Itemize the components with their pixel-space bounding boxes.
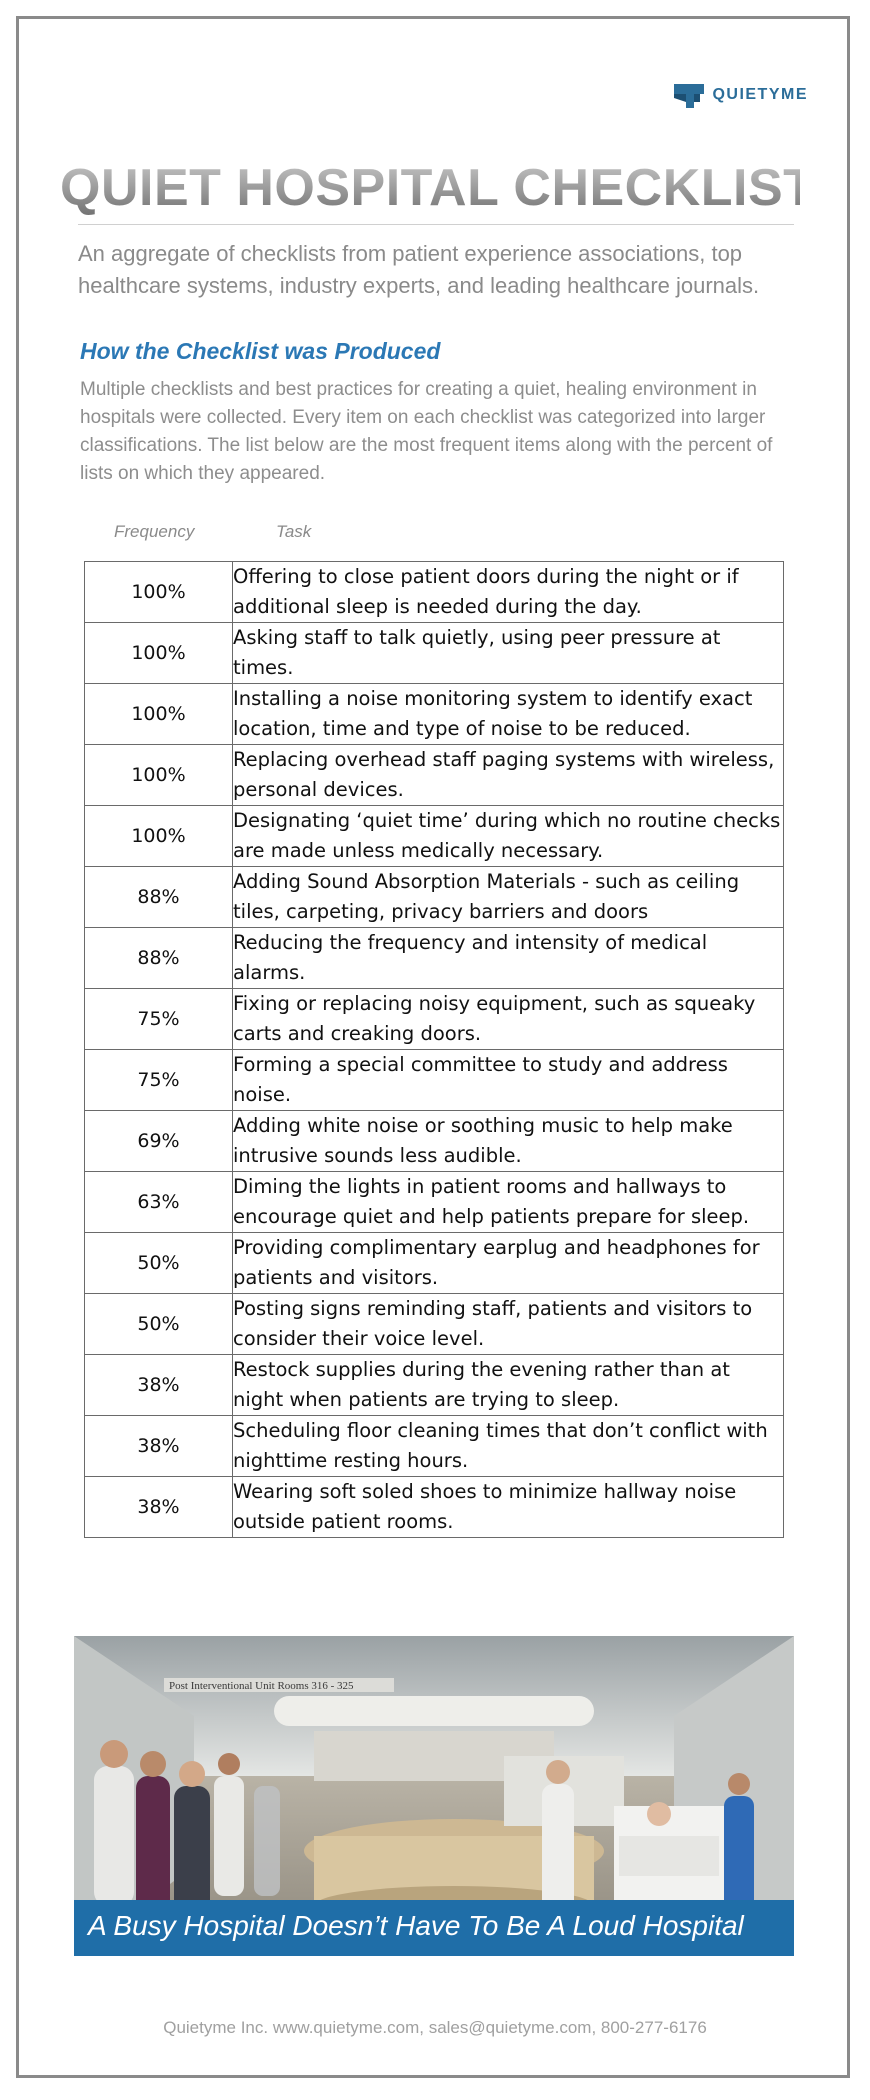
quietyme-logo-icon [672,80,706,110]
task-cell: Offering to close patient doors during the night or if additional sleep is needed during the day. [233,562,784,623]
task-column-header: Task [276,522,312,541]
task-cell: Installing a noise monitoring system to identify exact location, time and type of noise to be reduced. [233,684,784,745]
hospital-photo [74,1636,794,1956]
table-row [85,1172,784,1233]
task-cell: Providing complimentary earplug and headphones for patients and visitors. [233,1233,784,1294]
table-row [85,1050,784,1111]
frequency-cell: 75% [85,1050,233,1111]
brand-logo [672,80,808,110]
caption-bar [74,1900,794,1956]
section-heading: How the Checklist was Produced [80,338,441,364]
table-row [85,1294,784,1355]
frequency-cell: 69% [85,1111,233,1172]
task-cell: Replacing overhead staff paging systems with wireless, personal devices. [233,745,784,806]
table-row [85,562,784,623]
table-row [85,806,784,867]
footer-contact: Quietyme Inc. www.quietyme.com, sales@quietyme.com, 800-277-6176 [163,2018,707,2037]
table-row [85,623,784,684]
table-row [85,1355,784,1416]
task-cell: Diming the lights in patient rooms and hallways to encourage quiet and help patients prepare for sleep. [233,1172,784,1233]
checklist-table [84,561,784,1538]
frequency-cell: 100% [85,806,233,867]
task-cell: Forming a special committee to study and address noise. [233,1050,784,1111]
table-row [85,1477,784,1538]
page-subtitle: An aggregate of checklists from patient experience associations, top healthcare systems, industry experts, and leading healthcare journals. [78,241,760,298]
table-row [85,989,784,1050]
frequency-cell: 100% [85,562,233,623]
frequency-cell: 75% [85,989,233,1050]
frequency-cell: 38% [85,1355,233,1416]
table-row [85,745,784,806]
photo-caption: A Busy Hospital Doesn’t Have To Be A Loud Hospital [88,1910,744,1941]
task-cell: Adding Sound Absorption Materials - such as ceiling tiles, carpeting, privacy barriers and doors [233,867,784,928]
frequency-cell: 100% [85,623,233,684]
frequency-cell: 88% [85,867,233,928]
task-cell: Fixing or replacing noisy equipment, such as squeaky carts and creaking doors. [233,989,784,1050]
task-cell: Restock supplies during the evening rather than at night when patients are trying to sleep. [233,1355,784,1416]
task-cell: Designating ‘quiet time’ during which no routine checks are made unless medically necessary. [233,806,784,867]
task-cell: Asking staff to talk quietly, using peer pressure at times. [233,623,784,684]
frequency-column-header: Frequency [114,522,195,541]
task-cell: Reducing the frequency and intensity of medical alarms. [233,928,784,989]
frequency-cell: 100% [85,745,233,806]
table-row [85,928,784,989]
task-cell: Wearing soft soled shoes to minimize hallway noise outside patient rooms. [233,1477,784,1538]
table-row [85,684,784,745]
task-cell: Posting signs reminding staff, patients and visitors to consider their voice level. [233,1294,784,1355]
page-title: QUIET HOSPITAL CHECKLIST [60,159,816,217]
frequency-cell: 38% [85,1416,233,1477]
method-description: Multiple checklists and best practices for creating a quiet, healing environment in hospitals were collected. Every item on each checklist was categorized into larger classifications. The list below are the most frequent items along with the percent of lists on which they appeared. [80,379,773,484]
frequency-cell: 88% [85,928,233,989]
frequency-cell: 100% [85,684,233,745]
table-row [85,1233,784,1294]
task-cell: Scheduling floor cleaning times that don’t conflict with nighttime resting hours. [233,1416,784,1477]
task-cell: Adding white noise or soothing music to help make intrusive sounds less audible. [233,1111,784,1172]
frequency-cell: 63% [85,1172,233,1233]
table-row [85,1416,784,1477]
table-row [85,1111,784,1172]
brand-name: QUIETYME [712,86,808,103]
frequency-cell: 50% [85,1233,233,1294]
table-row [85,867,784,928]
frequency-cell: 38% [85,1477,233,1538]
title-divider [78,224,794,225]
hallway-sign: Post Interventional Unit Rooms 316 - 325 [169,1680,354,1692]
frequency-cell: 50% [85,1294,233,1355]
